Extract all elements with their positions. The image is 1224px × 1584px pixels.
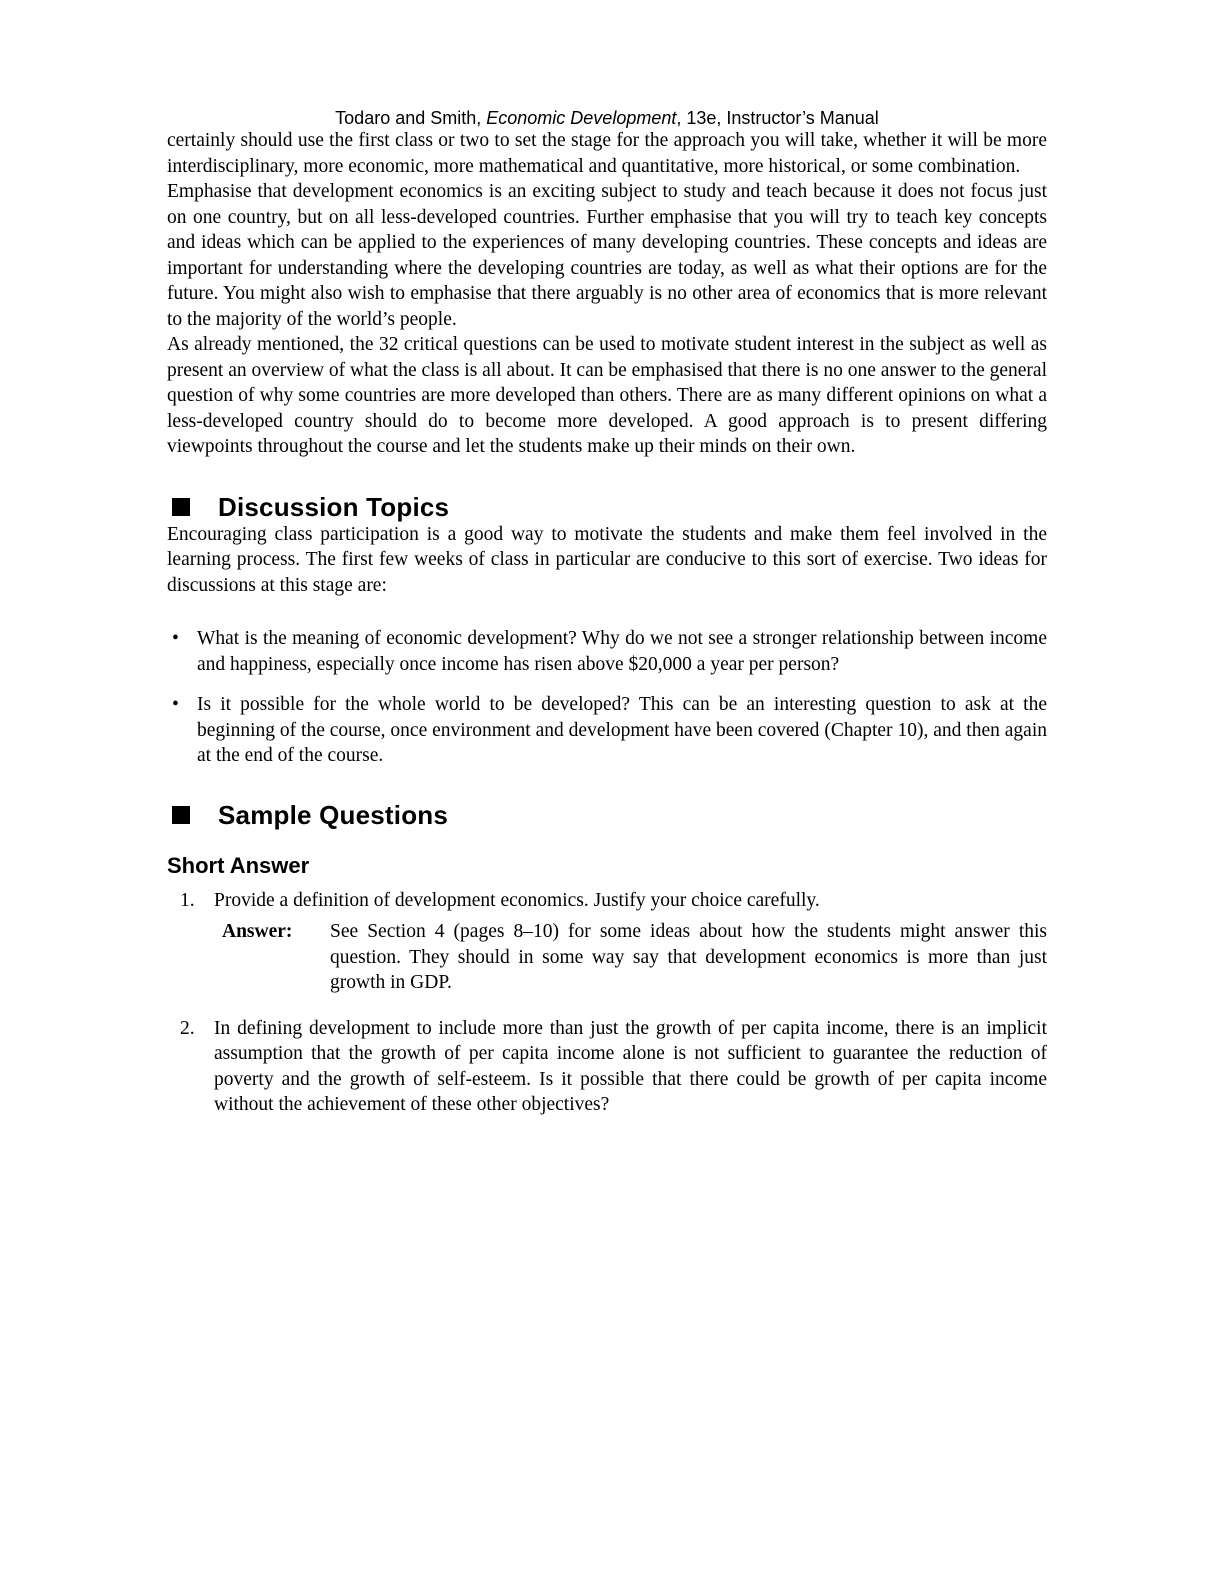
bullet-text: Is it possible for the whole world to be developed? This can be an interesting question to ask at the beginning of the course, once environment and development have been covered (Chapter 10), and then again at the end of the course. <box>197 694 1047 766</box>
sample-questions-heading-label: Sample Questions <box>218 799 449 830</box>
question-number: 2. <box>180 1017 195 1039</box>
square-bullet-icon <box>172 498 190 516</box>
answer-label: Answer: <box>222 921 293 942</box>
page-header <box>167 108 1047 128</box>
question-item-1 <box>167 888 1047 914</box>
paragraph-critical-questions: As already mentioned, the 32 critical questions can be used to motivate student interest in the subject as well as present an overview of what the class is all about. It can be emphasised that there is no one answer to the general question of why some countries are more developed than others. There are as many different opinions on what a less-developed country should do to become more developed. A good approach is to present differing viewpoints throughout the course and let the students make up their minds on their own. <box>167 334 1047 457</box>
discussion-topics-heading-label: Discussion Topics <box>218 491 450 522</box>
answer-text: See Section 4 (pages 8–10) for some ideas about how the students might answer this question. They should in some way say that development economics is more than just growth in GDP. <box>330 921 1047 993</box>
discussion-bullet-list <box>167 626 1047 769</box>
bullet-dot-icon: • <box>172 628 179 649</box>
question-number: 1. <box>180 889 195 911</box>
square-bullet-icon <box>172 806 190 824</box>
paragraph-emphasise: Emphasise that development economics is an exciting subject to study and teach because it does not focus just on one country, but on all less-developed countries. Further emphasise that you will try to teach key concepts and ideas which can be applied to the experiences of many developing countries. These concepts and ideas are important for understanding where the developing countries are today, as well as what their options are for the future. You might also wish to emphasise that there arguably is no other area of economics that is more relevant to the majority of the world’s people. <box>167 181 1047 330</box>
list-item <box>167 626 1047 677</box>
header-book-title: Economic Development <box>486 108 677 128</box>
section-heading-discussion-topics <box>167 492 1047 522</box>
paragraph-discussion-intro: Encouraging class participation is a good way to motivate the students and make them feel involved in the learning process. The first few weeks of class in particular are conducive to this sort of exercise. Two ideas for discussions at this stage are: <box>167 523 1047 596</box>
question-text: Provide a definition of development economics. Justify your choice carefully. <box>214 889 820 911</box>
bullet-text: What is the meaning of economic development? Why do we not see a stronger relationship between income and happiness, especially once income has risen above $20,000 a year per person? <box>197 628 1047 675</box>
header-prefix: Todaro and Smith, <box>335 108 487 128</box>
question-text: In defining development to include more than just the growth of per capita income, there is an implicit assumption that the growth of per capita income alone is not sufficient to guarantee the reduction of poverty and the growth of self-esteem. Is it possible that there could be growth of per capita income without the achievement of these other objectives? <box>214 1017 1047 1115</box>
bullet-dot-icon: • <box>172 694 179 715</box>
section-heading-sample-questions <box>167 800 1047 830</box>
header-suffix: , 13e, Instructor’s Manual <box>676 108 879 128</box>
question-item-2 <box>167 1016 1047 1118</box>
answer-block-1 <box>167 919 1047 996</box>
paragraph-approach: certainly should use the first class or two to set the stage for the approach you will take, whether it will be more interdisciplinary, more economic, more mathematical and quantitative, more historical, or some combination. <box>167 130 1047 177</box>
list-item <box>167 692 1047 769</box>
subheading-short-answer: Short Answer <box>167 852 310 878</box>
